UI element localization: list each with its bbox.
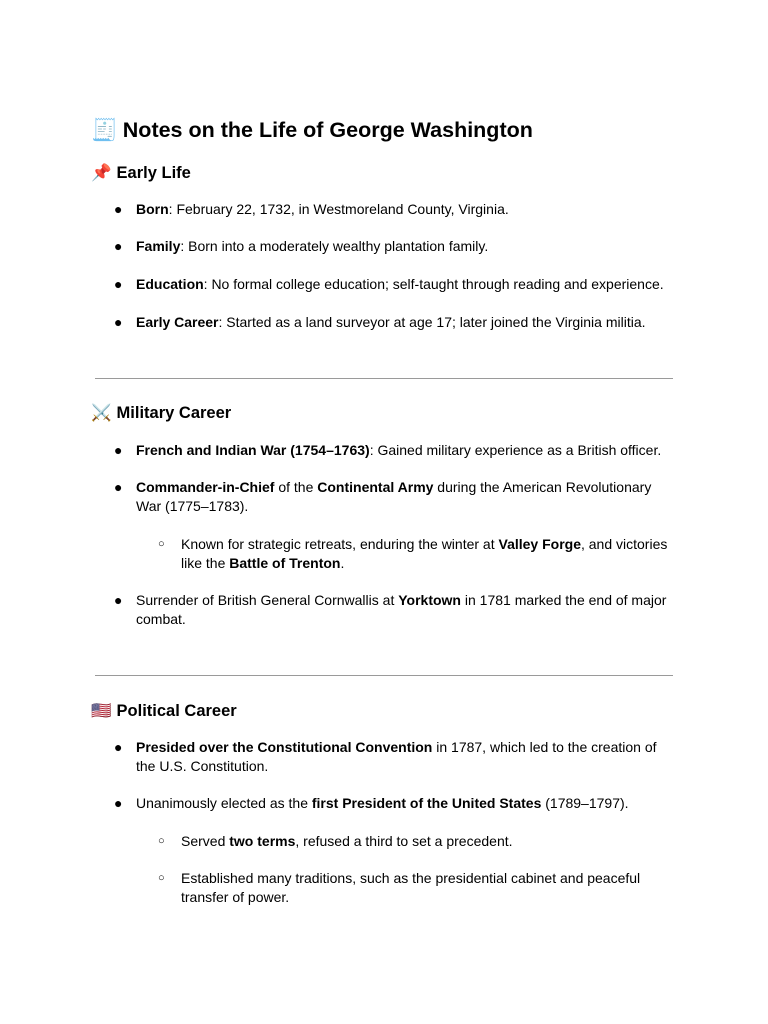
pushpin-icon: 📌 xyxy=(91,164,112,182)
sub-bullet-icon: ○ xyxy=(158,835,165,847)
sub-bullet-icon: ○ xyxy=(158,872,165,884)
page-title xyxy=(91,116,533,144)
bullet-icon: ● xyxy=(114,276,123,292)
bullet-icon: ● xyxy=(114,442,123,458)
list-item-constitutional-convention: Presided over the Constitutional Convention in 1787, which led to the creation of the U.S. Constitution. xyxy=(136,739,657,774)
bullet-icon: ● xyxy=(114,314,123,330)
receipt-icon: 🧾 xyxy=(91,118,118,142)
list-item-first-president: Unanimously elected as the first President of the United States (1789–1797). xyxy=(136,795,629,811)
section-heading-text: Early Life xyxy=(116,164,191,182)
list-item-french-indian-war: French and Indian War (1754–1763): Gained military experience as a British officer. xyxy=(136,442,662,458)
section-divider xyxy=(95,378,673,379)
list-item-early-career: Early Career: Started as a land surveyor at age 17; later joined the Virginia militia. xyxy=(136,314,646,330)
bullet-icon: ● xyxy=(114,201,123,217)
list-subitem-two-terms: Served two terms, refused a third to set a precedent. xyxy=(181,833,513,849)
bullet-icon: ● xyxy=(114,739,123,755)
bullet-icon: ● xyxy=(114,238,123,254)
section-divider xyxy=(95,675,673,676)
section-heading-early-life xyxy=(91,162,191,184)
bullet-icon: ● xyxy=(114,592,123,608)
list-subitem-traditions: Established many traditions, such as the presidential cabinet and peaceful transfer of power. xyxy=(181,870,641,905)
bullet-icon: ● xyxy=(114,479,123,495)
sub-bullet-icon: ○ xyxy=(158,538,165,550)
page-title-text: Notes on the Life of George Washington xyxy=(122,118,533,142)
list-item-born: Born: February 22, 1732, in Westmoreland County, Virginia. xyxy=(136,201,509,217)
list-item-commander-in-chief: Commander-in-Chief of the Continental Army during the American Revolutionary War (1775–1783). xyxy=(136,479,652,514)
crossed-swords-icon: ⚔️ xyxy=(91,404,112,422)
us-flag-icon: 🇺🇸 xyxy=(91,702,112,720)
list-item-education: Education: No formal college education; self-taught through reading and experience. xyxy=(136,276,664,292)
section-heading-military-career xyxy=(91,402,231,424)
section-heading-text: Political Career xyxy=(116,702,237,720)
section-heading-political-career xyxy=(91,700,237,722)
section-heading-text: Military Career xyxy=(116,404,232,422)
bullet-icon: ● xyxy=(114,795,123,811)
list-item-family: Family: Born into a moderately wealthy plantation family. xyxy=(136,238,489,254)
list-item-yorktown: Surrender of British General Cornwallis at Yorktown in 1781 marked the end of major combat. xyxy=(136,592,667,627)
list-subitem-valley-forge: Known for strategic retreats, enduring the winter at Valley Forge, and victories like the Battle of Trenton. xyxy=(181,536,668,571)
